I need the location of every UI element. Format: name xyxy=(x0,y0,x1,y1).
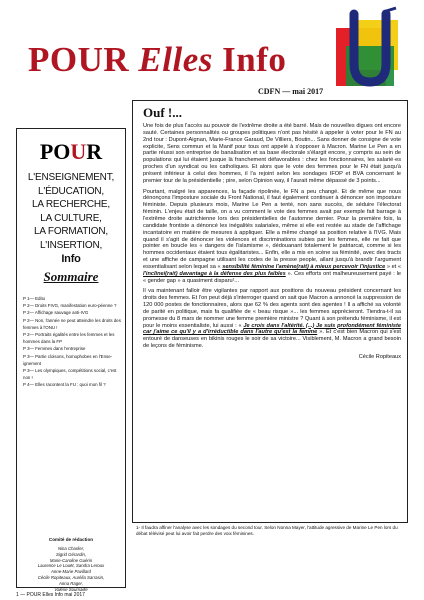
toc-item: P 2— Droits FIVG, manifestation euro-péenne ? xyxy=(23,303,117,309)
toc-item: P 2— Non, l'année ne peut atteindre les droits des femmes à l'ONU ! xyxy=(23,317,121,330)
toc-item: P 3— Femmes dans l'entreprise xyxy=(23,346,86,352)
title-info: Info xyxy=(222,40,287,79)
comite-member: Marie-Caroline Guérin xyxy=(49,557,93,563)
sidebar-info: Info xyxy=(61,252,81,265)
p2-text: Pourtant, malgré les apparences, la façade ripolinée, le FN a peu changé. Et de même que nous dénonçons l'imposture sociale du Front National, il faut également continuer à dénoncer son imposture féministe. Depuis plusieurs mois, Marine Le Pen a tenté, non sans succès, de séduire l'électorat féminin. L'enjeu était de taille, on a vu comment le vote des femmes avait par exemple fait barrage à l'extrême droite autrichienne lors des présidentielles de l'automne dernier. Pour la première fois, la candidate frontiste a dénoncé les inégalités salariales, même si elle est restée au stade de l'affichage incantatoire en matière de mesures à appliquer. Elle a même changé sa position relative à l'IVG. Mais quand il s'agit de dénoncer les violences et discriminations subies par les femmes, elle ne fait que pointer en boucle les « dangers de l'islamisme », dédouanant totalement le patriarcat, comme si les hommes occidentaux étaient tous égalitaristes... Enfin, elle a mis en scène sa féminité, avec des tracts et une affiche de campagne utilisant les codes de la presse people, allant jusqu'à brandir l'argument essentialisant selon lequel sa « xyxy=(143,188,401,270)
comite-member: Sigrid Gérardin, xyxy=(55,551,87,557)
pour-r: R xyxy=(86,139,103,164)
sidebar-pour-heading xyxy=(17,139,125,165)
p3-text: Il va maintenant falloir être vigilantes par rapport aux positions du nouveau président concernant les droits des femmes. Et l'on peut déjà s'interroger quand on sait que Macron a annoncé la suppression de 120 000 postes de fonctionnaires, alors que 62 % des agents sont des agentes ! Il a affiché sa volonté de parité en politique, mais fa qualifiée de « beau risque »... les femmes apprécieront. Tiendra-t-il sa promesse du 8 mars de nommer une femme première ministre ? Quant à son prétendu féminisme, il est pour le moins essentialiste, lui aussi : « xyxy=(143,288,401,329)
article-paragraph: Une fois de plus l'accès au pouvoir de l'extrême droite a été barré. Mais de nouvelles digues ont encore sauté. Certaines personnalités ou groupes politiques n'ont pas hésité à appeler à voter pour le FN au 2nd tour : Dupont-Aignan, Marie-France Garaud, De Villiers, Boutin... Sans donner de consigne de vote explicite, Sens commun et la Manif pour tous ont appelé à s'opposer à Macron. Marine Le Pen a en partie réussi son entreprise de banalisation et sa base électorale s'élargit encore, y compris au sein de populations qui lui étaient jusque là franchement défavorables : chez les fonctionnaires, les salarié·es proches d'un syndicat ou les catholiques. Et alors que le vote des femmes pour le FN était jusqu'à présent inférieur à celui des hommes, il l'a rejoint selon les sondages IFOP et BVA concernant le premier tour de la présidentielle ; pire, selon Opinion way, il l'aurait même dépassé de 3 points... xyxy=(143,123,401,184)
comite-title: Comité de rédaction xyxy=(48,537,94,542)
p2-mid: » et « xyxy=(385,263,401,270)
editorial-box xyxy=(132,100,408,523)
article-signature: Cécile Ropiteaux xyxy=(358,354,401,360)
toc-item: P 2— Affichage sauvage anti-IVG xyxy=(23,310,89,316)
sidebar-line: LA CULTURE, xyxy=(40,212,102,224)
pour-po: PO xyxy=(39,139,71,164)
comite-member: Anna Rager, xyxy=(59,580,83,586)
article-paragraph xyxy=(143,189,401,285)
pour-logo-icon xyxy=(328,6,408,92)
p3-end: ». Et c'est bien Macron qui s'est entouré de danseuses en bikinis rouges le soir de sa victoire... Visiblement, M. Macron a grand besoin de leçons de féminisme. xyxy=(143,329,401,350)
comite-member: Laurence Le Louët, Sandra Leroux xyxy=(37,563,105,569)
article-title: Ouf !... xyxy=(143,105,182,120)
comite-member: Anne-Marie Pavillard xyxy=(51,569,91,575)
sommaire-heading: Sommaire xyxy=(43,269,99,284)
toc-item: P 3— Les olympiques, compétitions social, c'est non ! xyxy=(23,368,117,381)
title-pour: POUR xyxy=(28,40,130,79)
table-of-contents xyxy=(23,295,121,389)
toc-item: P 2— Portraits égalités entre les femmes et les hommes dans la FP xyxy=(23,332,115,345)
sidebar-line: L'ENSEIGNEMENT, xyxy=(27,172,115,183)
article-paragraph xyxy=(143,288,401,350)
p2-quote-1: sensibilité féminine l'amène(rait) à mieux percevoir l'injustice xyxy=(222,263,386,270)
sidebar-line: LA RECHERCHE, xyxy=(32,199,110,211)
article-body xyxy=(143,123,401,365)
p2-end: ». Ces efforts ont malheureusement payé : le « gender gap » a quasiment disparu¹... xyxy=(143,270,401,284)
pour-u: U xyxy=(70,139,87,164)
sidebar-line: L'INSERTION, xyxy=(39,239,103,251)
footnote: 1- Il faudra affiner l'analyse avec les sondages du second tour. Selon Nonna Mayer, l'attitude agressive de Marine Le Pen lors du débat télévisé peut lui avoir fait perdre des voix féminines. xyxy=(136,525,398,536)
toc-item: P 3— Partie cloisons, homophobes en l'Ense-ignement xyxy=(23,353,113,366)
sidebar-line: L'ÉDUCATION, xyxy=(38,185,104,197)
masthead xyxy=(0,0,424,100)
p2-quote-2: l'inclinei(rait) davantage à la défense des plus faibles xyxy=(143,270,286,277)
newsletter-title xyxy=(28,40,286,80)
toc-item: P 1— Edito xyxy=(23,296,46,301)
dateline: CDFN — mai 2017 xyxy=(258,87,324,96)
comite-member: Cécile Ropiteaux, Aurélia Sarrasin, xyxy=(37,574,105,580)
toc-item: P 4— Elles racontent la FU : quoi mon fil ? xyxy=(23,382,106,388)
comite-member: Valérie Soumaille xyxy=(54,586,88,592)
title-elles: Elles xyxy=(138,40,213,79)
comite-list xyxy=(17,546,125,592)
sidebar-line: LA FORMATION, xyxy=(34,226,108,238)
left-sidebar xyxy=(16,128,126,592)
comite-member: Nina Charlier, xyxy=(57,546,85,551)
p3-quote: Je crois dans l'altérité. (...) Je suis profondément féministe car j'aime ce qu'il y a d'irréductible dans l'autre qu'est la femme xyxy=(143,322,402,336)
page-footer: 1 — POUR Elles Info mai 2017 xyxy=(16,592,85,598)
sidebar-lines xyxy=(17,171,125,266)
